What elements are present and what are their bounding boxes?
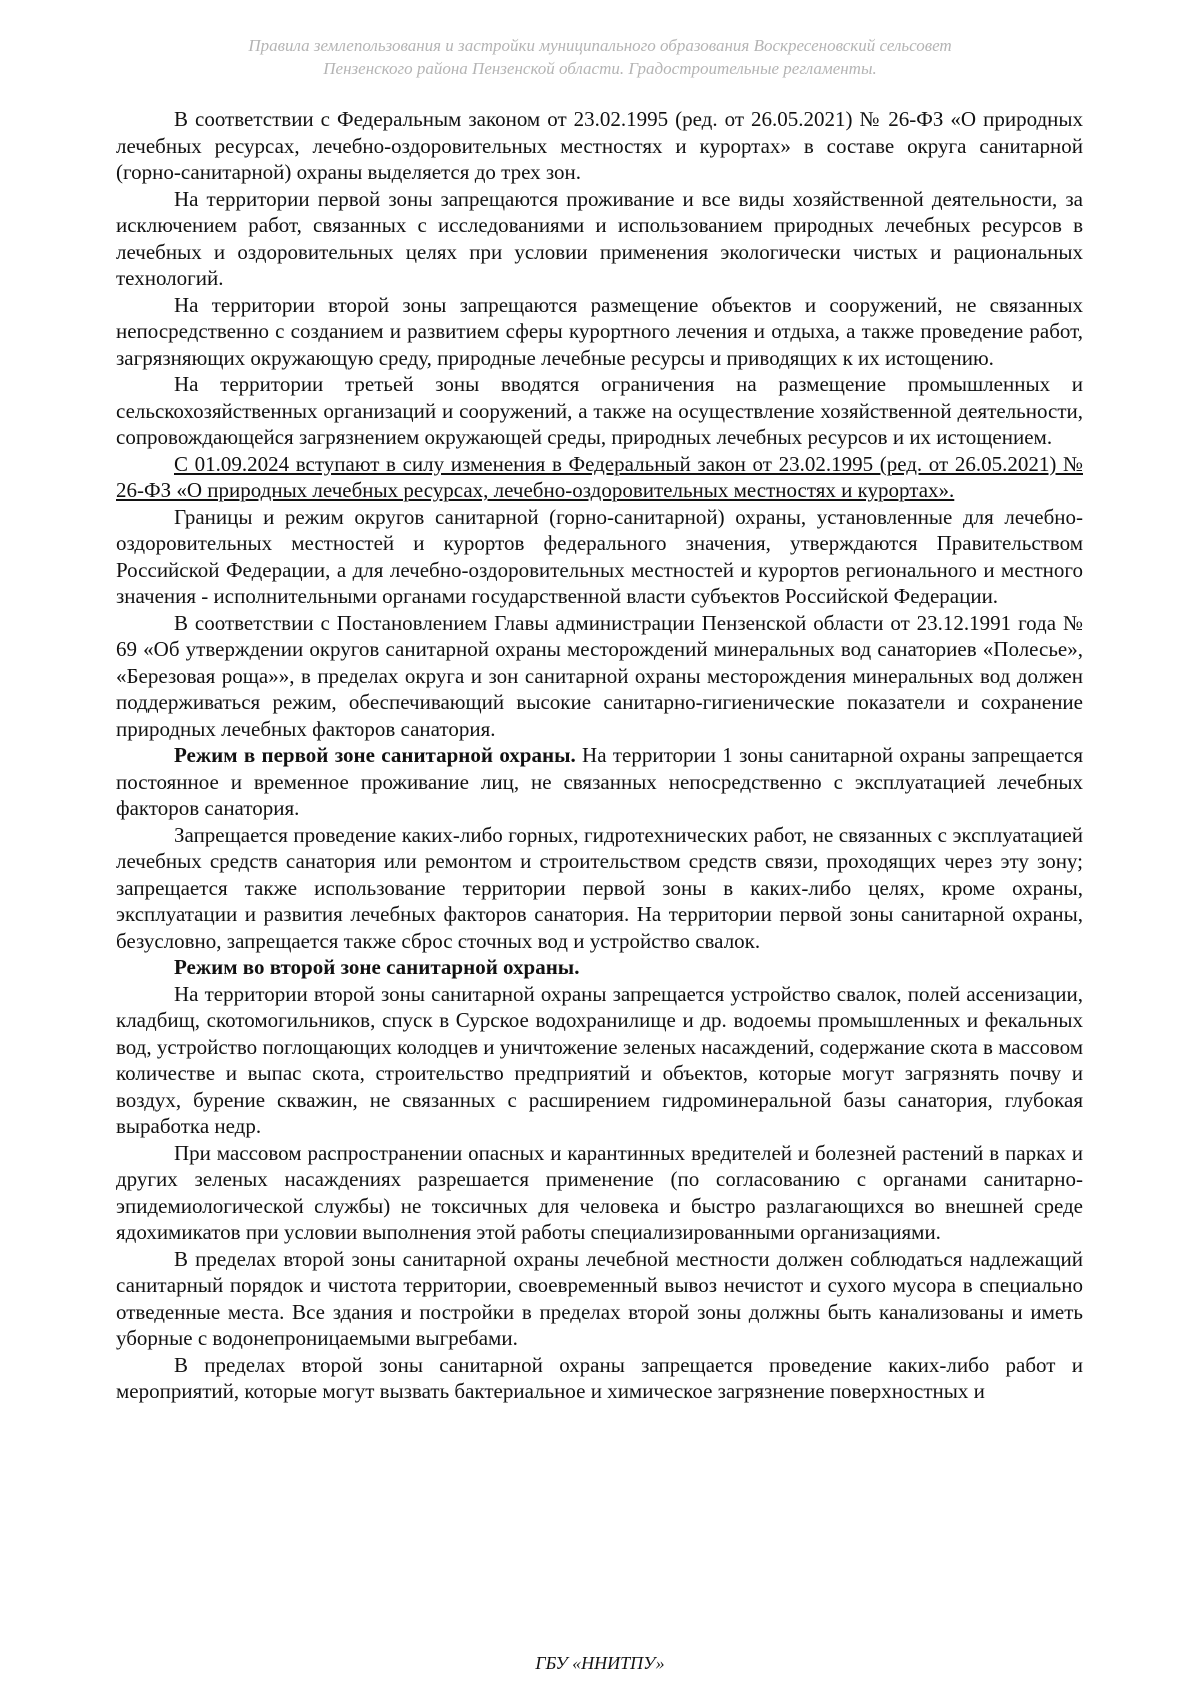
paragraph: При массовом распространении опасных и карантинных вредителей и болезней растений в парках и других зеленых насаждениях разрешается применение (по согласованию с органами санитарно-эпидемиологической службы) не токсичных для человека и быстро разлагающихся во внешней среде ядохимикатов при условии выполнения этой работы специализированными организациями. xyxy=(116,1140,1083,1244)
paragraph-zone-2-heading xyxy=(116,954,1083,981)
document-body xyxy=(116,106,1083,1405)
paragraph: На территории второй зоны запрещаются размещение объектов и сооружений, не связанных непосредственно с созданием и развитием сферы курортного лечения и отдыха, а также проведение работ, загрязняющих окружающую среду, природные лечебные ресурсы и приводящих к их истощению. xyxy=(116,292,1083,370)
zone-1-regime-heading: Режим в первой зоне санитарной охраны. xyxy=(174,743,576,767)
paragraph: Запрещается проведение каких-либо горных, гидротехнических работ, не связанных с эксплуатацией лечебных средств санатория или ремонтом и строительством средств связи, проходящих через эту зону; запрещается также использование территории первой зоны в каких-либо целях, кроме охраны, эксплуатации и развития лечебных факторов санатория. На территории первой зоны санитарной охраны, безусловно, запрещается также сброс сточных вод и устройство свалок. xyxy=(116,822,1083,953)
paragraph: В соответствии с Постановлением Главы администрации Пензенской области от 23.12.1991 года № 69 «Об утверждении округов санитарной охраны месторождений минеральных вод санаториев «Полесье», «Березовая роща»», в пределах округа и зон санитарной охраны месторождения минеральных вод должен поддерживаться режим, обеспечивающий высокие санитарно-гигиенические показатели и сохранение природных лечебных факторов санатория. xyxy=(116,610,1083,741)
running-header-line-1: Правила землепользования и застройки муниципального образования Воскресеновский сельсовет xyxy=(248,36,952,55)
running-header-line-2: Пензенского района Пензенской области. Градостроительные регламенты. xyxy=(323,59,877,78)
paragraph: В соответствии с Федеральным законом от 23.02.1995 (ред. от 26.05.2021) № 26-ФЗ «О природных лечебных ресурсах, лечебно-оздоровительных местностях и курортах» в составе округа санитарной (горно-санитарной) охраны выделяется до трех зон. xyxy=(116,107,1083,184)
paragraph: В пределах второй зоны санитарной охраны запрещается проведение каких-либо работ и мероприятий, которые могут вызвать бактериальное и химическое загрязнение поверхностных и xyxy=(116,1352,1083,1403)
paragraph: В пределах второй зоны санитарной охраны лечебной местности должен соблюдаться надлежащий санитарный порядок и чистота территории, своевременный вывоз нечистот и сухого мусора в специально отведенные места. Все здания и постройки в пределах второй зоны должны быть канализованы и иметь уборные с водонепроницаемыми выгребами. xyxy=(116,1246,1083,1350)
zone-2-regime-heading: Режим во второй зоне санитарной охраны. xyxy=(174,955,580,979)
paragraph: На территории второй зоны санитарной охраны запрещается устройство свалок, полей ассенизации, кладбищ, скотомогильников, спуск в Сурское водохранилище и др. водоемы промышленных и фекальных вод, устройство поглощающих колодцев и уничтожение зеленых насаждений, содержание скота в массовом количестве и выпас скота, строительство предприятий и объектов, которые могут загрязнять почву и воздух, бурение скважин, не связанных с расширением гидроминеральной базы санатория, глубокая выработка недр. xyxy=(116,981,1083,1138)
amendment-notice-paragraph: С 01.09.2024 вступают в силу изменения в Федеральный закон от 23.02.1995 (ред. от 26.05.2021) № 26-ФЗ «О природных лечебных ресурсах, лечебно-оздоровительных местностях и курортах». xyxy=(116,451,1083,502)
paragraph: На территории третьей зоны вводятся ограничения на размещение промышленных и сельскохозяйственных организаций и сооружений, а также на осуществление хозяйственной деятельности, сопровождающейся загрязнением окружающей среды, природных лечебных ресурсов и их истощением. xyxy=(116,372,1083,449)
page-footer: ГБУ «ННИТПУ» xyxy=(535,1653,665,1673)
paragraph: На территории первой зоны запрещаются проживание и все виды хозяйственной деятельности, за исключением работ, связанных с исследованиями и использованием природных лечебных ресурсов в лечебных и оздоровительных целях при условии применения экологически чистых и рациональных технологий. xyxy=(116,186,1083,290)
zone-1-regime-text: На территории 1 зоны санитарной охраны запрещается постоянное и временное проживание лиц, не связанных непосредственно с эксплуатацией лечебных факторов санатория. xyxy=(116,743,1083,820)
paragraph: Границы и режим округов санитарной (горно-санитарной) охраны, установленные для лечебно-оздоровительных местностей и курортов федерального значения, утверждаются Правительством Российской Федерации, а для лечебно-оздоровительных местностей и курортов регионального и местного значения - исполнительными органами государственной власти субъектов Российской Федерации. xyxy=(116,504,1083,608)
running-header xyxy=(150,34,1050,80)
paragraph-zone-1 xyxy=(116,742,1083,822)
